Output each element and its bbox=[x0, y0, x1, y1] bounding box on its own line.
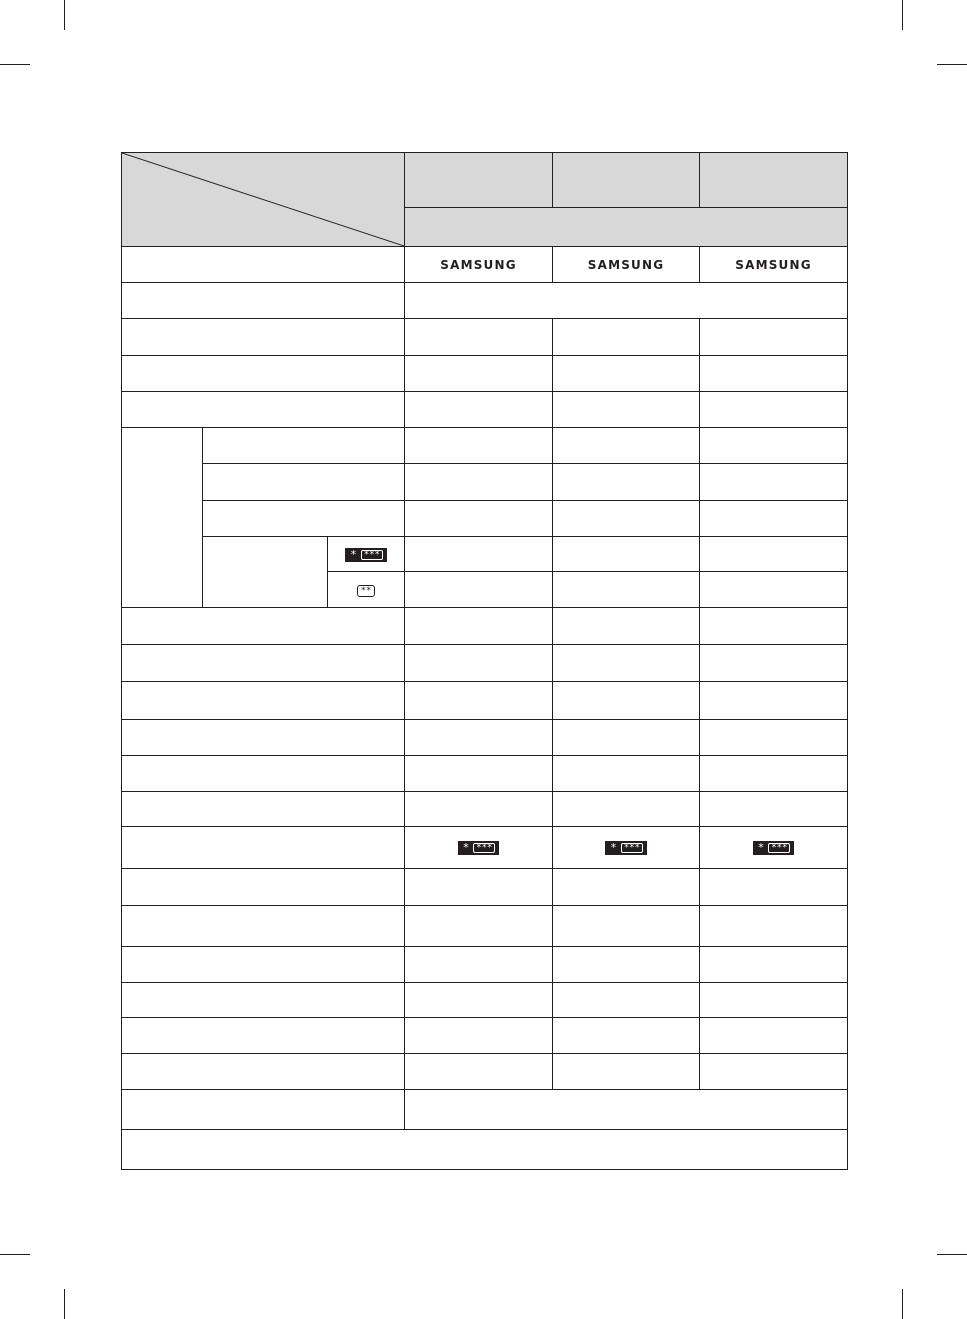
crop-mark-bottom-right-v bbox=[902, 1289, 903, 1319]
value-cell bbox=[700, 947, 848, 983]
value-cell bbox=[700, 608, 848, 645]
value-cell bbox=[553, 537, 700, 572]
row-label-cell bbox=[122, 247, 405, 283]
value-cell bbox=[553, 608, 700, 645]
value-cell bbox=[405, 947, 553, 983]
value-cell bbox=[405, 983, 553, 1018]
value-cell bbox=[700, 1018, 848, 1054]
row-label-cell bbox=[122, 906, 405, 947]
model-header-cell bbox=[405, 153, 553, 208]
sub-label-cell bbox=[203, 464, 405, 501]
value-cell bbox=[700, 464, 848, 501]
model-group-header-cell bbox=[405, 208, 848, 247]
row-label-cell bbox=[122, 869, 405, 906]
value-cell bbox=[700, 572, 848, 608]
samsung-logo: SAMSUNG bbox=[735, 257, 812, 272]
value-cell bbox=[700, 1054, 848, 1090]
crop-mark-bottom-left-v bbox=[64, 1289, 65, 1319]
value-cell bbox=[553, 1018, 700, 1054]
value-cell bbox=[405, 756, 553, 792]
value-cell bbox=[553, 392, 700, 428]
crop-mark-top-left-h bbox=[0, 64, 30, 65]
row-label-cell bbox=[122, 792, 405, 827]
footnote-cell bbox=[122, 1130, 848, 1170]
value-cell bbox=[405, 906, 553, 947]
model-header-cell bbox=[700, 153, 848, 208]
two-star-icon: ** bbox=[357, 585, 376, 597]
crop-mark-top-right-v bbox=[902, 0, 903, 30]
row-label-cell bbox=[122, 319, 405, 356]
value-cell bbox=[700, 983, 848, 1018]
row-label-cell bbox=[122, 682, 405, 720]
value-cell bbox=[405, 356, 553, 392]
value-cell bbox=[553, 1054, 700, 1090]
row-label-cell bbox=[122, 827, 405, 869]
star-rating-cell bbox=[700, 827, 848, 869]
merged-value-cell bbox=[405, 283, 848, 319]
value-cell bbox=[405, 501, 553, 537]
row-label-cell bbox=[122, 1018, 405, 1054]
sub-label-cell bbox=[203, 501, 405, 537]
crop-mark-top-right-h bbox=[937, 64, 967, 65]
row-label-cell bbox=[122, 283, 405, 319]
value-cell bbox=[405, 608, 553, 645]
row-label-cell bbox=[122, 720, 405, 756]
value-cell bbox=[553, 947, 700, 983]
row-label-cell bbox=[122, 983, 405, 1018]
sub-label-cell bbox=[203, 428, 405, 464]
value-cell bbox=[405, 645, 553, 682]
value-cell bbox=[553, 501, 700, 537]
brand-cell bbox=[553, 247, 700, 283]
crop-mark-bottom-right-h bbox=[937, 1254, 967, 1255]
row-label-cell bbox=[122, 392, 405, 428]
value-cell bbox=[700, 682, 848, 720]
row-label-cell bbox=[122, 356, 405, 392]
crop-mark-bottom-left-h bbox=[0, 1254, 30, 1255]
model-header-cell bbox=[553, 153, 700, 208]
value-cell bbox=[700, 319, 848, 356]
value-cell bbox=[700, 428, 848, 464]
value-cell bbox=[700, 906, 848, 947]
value-cell bbox=[700, 356, 848, 392]
sub-label-cell bbox=[203, 537, 328, 608]
value-cell bbox=[553, 756, 700, 792]
star-rating-cell bbox=[405, 827, 553, 869]
value-cell bbox=[405, 572, 553, 608]
freezer-four-star-icon: * *** bbox=[753, 841, 795, 855]
merged-value-cell bbox=[405, 1090, 848, 1130]
value-cell bbox=[553, 319, 700, 356]
value-cell bbox=[553, 428, 700, 464]
brand-cell bbox=[405, 247, 553, 283]
value-cell bbox=[405, 1054, 553, 1090]
value-cell bbox=[700, 720, 848, 756]
value-cell bbox=[700, 392, 848, 428]
value-cell bbox=[700, 792, 848, 827]
value-cell bbox=[405, 392, 553, 428]
value-cell bbox=[553, 464, 700, 501]
value-cell bbox=[553, 682, 700, 720]
row-label-cell bbox=[122, 1054, 405, 1090]
value-cell bbox=[553, 645, 700, 682]
row-label-cell bbox=[122, 947, 405, 983]
value-cell bbox=[405, 869, 553, 906]
star-icon-cell bbox=[328, 572, 405, 608]
value-cell bbox=[553, 572, 700, 608]
value-cell bbox=[700, 501, 848, 537]
value-cell bbox=[553, 720, 700, 756]
value-cell bbox=[405, 464, 553, 501]
value-cell bbox=[553, 906, 700, 947]
value-cell bbox=[700, 756, 848, 792]
value-cell bbox=[405, 682, 553, 720]
value-cell bbox=[553, 792, 700, 827]
value-cell bbox=[553, 983, 700, 1018]
diagonal-divider-icon bbox=[122, 153, 404, 246]
value-cell bbox=[700, 537, 848, 572]
row-label-cell bbox=[122, 608, 405, 645]
value-cell bbox=[405, 720, 553, 756]
row-label-cell bbox=[122, 1090, 405, 1130]
row-label-cell bbox=[122, 756, 405, 792]
group-label-cell bbox=[122, 428, 203, 608]
value-cell bbox=[405, 792, 553, 827]
spec-table bbox=[121, 152, 848, 1170]
value-cell bbox=[700, 869, 848, 906]
value-cell bbox=[700, 645, 848, 682]
value-cell bbox=[553, 869, 700, 906]
value-cell bbox=[405, 537, 553, 572]
crop-mark-top-left-v bbox=[64, 0, 65, 30]
star-rating-cell bbox=[553, 827, 700, 869]
brand-cell bbox=[700, 247, 848, 283]
freezer-four-star-icon: * *** bbox=[458, 841, 500, 855]
row-label-cell bbox=[122, 645, 405, 682]
samsung-logo: SAMSUNG bbox=[587, 257, 665, 272]
star-icon-cell bbox=[328, 537, 405, 572]
samsung-logo: SAMSUNG bbox=[440, 257, 517, 272]
freezer-four-star-icon: * *** bbox=[605, 841, 647, 855]
header-corner-cell bbox=[122, 153, 405, 247]
freezer-four-star-icon: * *** bbox=[345, 548, 387, 562]
value-cell bbox=[405, 319, 553, 356]
value-cell bbox=[553, 356, 700, 392]
value-cell bbox=[405, 428, 553, 464]
value-cell bbox=[405, 1018, 553, 1054]
